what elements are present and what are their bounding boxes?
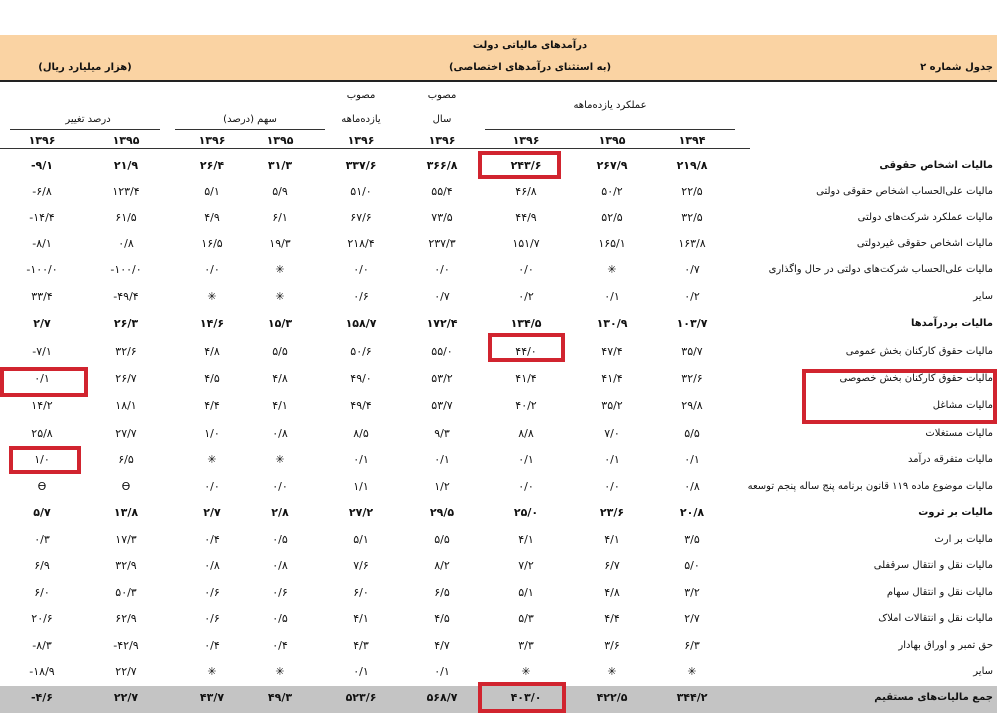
- table-cell: ۵/۳: [518, 612, 534, 625]
- table-cell: -۴۲/۹: [113, 639, 139, 652]
- row-label: مالیات اشخاص حقوقی غیردولتی: [856, 238, 993, 249]
- table-cell: -۱۰۰/۰: [110, 263, 142, 276]
- table-cell: ۳/۳: [518, 639, 534, 652]
- table-cell: ۲/۸: [271, 506, 289, 519]
- table-cell: ۵/۱: [518, 586, 534, 599]
- table-cell: ۵۰/۳: [115, 586, 137, 599]
- table-cell: ۳۳۷/۶: [345, 159, 377, 172]
- table-cell: ۲۷/۲: [348, 506, 374, 519]
- table-cell: ۹/۳: [434, 427, 450, 440]
- table-cell: ۰/۰: [518, 263, 534, 276]
- table-cell: ۰/۸: [684, 480, 700, 493]
- year-header: ۱۳۹۴: [678, 134, 706, 147]
- row-label: مالیات حقوق کارکنان بخش خصوصی: [839, 373, 993, 384]
- table-cell: ۲۲/۵: [681, 185, 703, 198]
- group-share-header: سهم (درصد): [223, 114, 277, 125]
- table-cell: ۶۷/۶: [350, 211, 372, 224]
- row-label: حق تمبر و اوراق بهادار: [898, 640, 993, 651]
- table-cell: ۶/۵: [118, 453, 134, 466]
- table-cell: ۲۶/۴: [199, 159, 225, 172]
- table-cell: ۰/۸: [272, 427, 288, 440]
- table-cell: ۲۰/۸: [679, 506, 705, 519]
- table-cell: ۳۶۶/۸: [426, 159, 458, 172]
- table-cell: ۱/۲: [434, 480, 450, 493]
- table-cell: ۰/۷: [434, 290, 450, 303]
- table-cell: ۲۶/۷: [115, 372, 137, 385]
- table-cell: ۱۶۵/۱: [598, 237, 626, 250]
- table-cell: ۰/۳: [34, 533, 50, 546]
- row-label: مالیات حقوق کارکنان بخش عمومی: [845, 346, 993, 357]
- table-cell: ۴/۸: [272, 372, 288, 385]
- row-label: مالیات بر ارث: [934, 534, 993, 545]
- table-cell: ۱/۰: [204, 427, 220, 440]
- table-cell: -۴۹/۴: [113, 290, 139, 303]
- table-cell: ۱۷/۳: [115, 533, 137, 546]
- table-cell: ۰/۷: [684, 263, 700, 276]
- row-label: مالیات بر ثروت: [918, 507, 993, 518]
- table-cell: ۶/۹: [34, 559, 50, 572]
- table-cell: -۷/۱: [32, 345, 52, 358]
- table-cell: ۵۲/۵: [601, 211, 623, 224]
- table-cell: ۴/۱: [518, 533, 534, 546]
- row-label: مالیات علی‌الحساب شرکت‌های دولتی در حال واگذاری: [768, 264, 993, 275]
- table-cell: ۴۴/۰: [515, 345, 537, 358]
- year-header: ۱۳۹۵: [112, 134, 140, 147]
- table-cell: -۹/۱: [30, 159, 54, 172]
- table-cell: ۴/۹: [204, 211, 220, 224]
- row-label: مالیات موضوع ماده ۱۱۹ قانون برنامه پنج ساله پنجم توسعه: [747, 481, 993, 492]
- table-cell: ۴/۷: [434, 639, 450, 652]
- table-cell: ۲۹/۸: [681, 399, 703, 412]
- table-cell: ۸/۵: [353, 427, 369, 440]
- table-cell: ۷/۶: [353, 559, 369, 572]
- table-cell: ۱۴/۲: [31, 399, 53, 412]
- table-cell: ۰/۱: [434, 453, 450, 466]
- table-cell: ۷/۲: [518, 559, 534, 572]
- group-share-rule: [175, 129, 325, 130]
- table-cell: ۴/۳: [353, 639, 369, 652]
- table-cell: ۰/۶: [204, 586, 220, 599]
- table-cell: ϴ: [37, 480, 47, 493]
- table-number: جدول شماره ۲: [920, 62, 993, 73]
- table-cell: ۱۵/۳: [267, 317, 293, 330]
- table-cell: ۵۵/۰: [431, 345, 453, 358]
- table-cell: ۱۶۳/۸: [678, 237, 706, 250]
- table-cell: ۴۱/۴: [601, 372, 623, 385]
- table-cell: ۵/۱: [353, 533, 369, 546]
- row-label: مالیات بردرآمدها: [910, 318, 993, 329]
- table-cell: ۳۳/۴: [31, 290, 53, 303]
- approved-11m-header-bottom: یازده‌ماهه: [341, 114, 381, 125]
- table-cell: ۴/۸: [204, 345, 220, 358]
- table-cell: ۰/۲: [684, 290, 700, 303]
- table-cell: ۱۵۸/۷: [345, 317, 377, 330]
- table-title: درآمدهای مالیاتی دولت: [472, 40, 588, 51]
- table-cell: ϴ: [121, 480, 131, 493]
- table-cell: ۵۰/۶: [350, 345, 372, 358]
- table-cell: ✳: [275, 665, 285, 678]
- table-cell: ۳۲/۹: [115, 559, 137, 572]
- highlight-box: [488, 333, 565, 362]
- table-cell: ۱/۱: [353, 480, 369, 493]
- table-cell: ۸/۸: [518, 427, 534, 440]
- table-cell: ۲۲/۷: [113, 691, 139, 704]
- table-cell: ۴۴/۹: [515, 211, 537, 224]
- row-label: سایر: [973, 291, 993, 302]
- table-subtitle: (به استثنای درآمدهای اختصاصی): [448, 62, 612, 73]
- table-cell: ۱۷۲/۴: [426, 317, 458, 330]
- table-cell: ۸/۲: [434, 559, 450, 572]
- row-label: مالیات اشخاص حقوقی: [879, 160, 993, 171]
- table-cell: ۳۲/۶: [115, 345, 137, 358]
- table-cell: ۰/۰: [518, 480, 534, 493]
- table-cell: ۰/۱: [34, 372, 50, 385]
- table-cell: ۰/۸: [272, 559, 288, 572]
- table-cell: ✳: [275, 263, 285, 276]
- year-header: ۱۳۹۶: [428, 134, 456, 147]
- table-cell: ۳۴۴/۲: [676, 691, 708, 704]
- table-cell: ۶/۰: [353, 586, 369, 599]
- row-label: مالیات نقل و انتقال سهام: [886, 587, 993, 598]
- highlight-box: [478, 151, 561, 179]
- row-label: سایر: [973, 666, 993, 677]
- table-cell: ✳: [207, 290, 217, 303]
- table-cell: ۳۱/۳: [267, 159, 293, 172]
- table-cell: ۳۵/۷: [681, 345, 703, 358]
- table-cell: ۰/۱: [604, 453, 620, 466]
- table-cell: ۰/۱: [353, 665, 369, 678]
- table-cell: ۱۴/۶: [199, 317, 225, 330]
- table-cell: ۵۰/۲: [601, 185, 623, 198]
- group-change-header: درصد تغییر: [65, 114, 111, 125]
- table-cell: ۴/۴: [204, 399, 220, 412]
- table-cell: ۲۶/۳: [113, 317, 139, 330]
- highlight-box: [0, 367, 88, 397]
- table-cell: ۵/۱: [204, 185, 220, 198]
- table-cell: ۲۵/۸: [31, 427, 53, 440]
- table-cell: ۷۳/۵: [431, 211, 453, 224]
- table-cell: ۲۹/۵: [429, 506, 455, 519]
- table-cell: ۶۲/۹: [115, 612, 137, 625]
- table-cell: -۴/۶: [30, 691, 54, 704]
- table-cell: ۰/۲: [518, 290, 534, 303]
- table-cell: ۵/۷: [33, 506, 51, 519]
- table-cell: ✳: [687, 665, 697, 678]
- table-cell: -۱۰۰/۰: [26, 263, 58, 276]
- highlight-box: [478, 682, 566, 713]
- table-cell: ۴/۵: [204, 372, 220, 385]
- approved-11m-header-top: مصوب: [346, 90, 376, 101]
- table-cell: ۴/۴: [604, 612, 620, 625]
- table-cell: ۳/۵: [684, 533, 700, 546]
- table-cell: ۱۳/۸: [113, 506, 139, 519]
- row-label: مالیات مشاغل: [932, 400, 993, 411]
- table-cell: -۸/۱: [32, 237, 52, 250]
- table-cell: ۵۲۳/۶: [345, 691, 377, 704]
- table-cell: ۴۲۲/۵: [596, 691, 628, 704]
- table-cell: ✳: [607, 263, 617, 276]
- table-cell: ۴۱/۴: [515, 372, 537, 385]
- table-cell: ۰/۰: [353, 263, 369, 276]
- table-cell: ۶/۳: [684, 639, 700, 652]
- table-cell: ۳/۶: [604, 639, 620, 652]
- table-cell: ۴۰۳/۰: [510, 691, 542, 704]
- table-cell: ۴/۱: [272, 399, 288, 412]
- table-cell: ✳: [275, 290, 285, 303]
- table-cell: ۰/۸: [118, 237, 134, 250]
- table-cell: ۶/۰: [34, 586, 50, 599]
- table-cell: ۴۹/۰: [350, 372, 372, 385]
- table-cell: ۰/۱: [518, 453, 534, 466]
- table-cell: ۰/۶: [353, 290, 369, 303]
- table-cell: ۴/۱: [604, 533, 620, 546]
- table-cell: ۲۰/۶: [31, 612, 53, 625]
- table-cell: -۱۴/۴: [29, 211, 55, 224]
- table-cell: ۶/۷: [604, 559, 620, 572]
- table-cell: ۲۳۷/۳: [428, 237, 456, 250]
- table-cell: ۵/۵: [272, 345, 288, 358]
- table-cell: ۵۵/۴: [431, 185, 453, 198]
- table-cell: ۰/۶: [204, 612, 220, 625]
- row-label: مالیات عملکرد شرکت‌های دولتی: [857, 212, 993, 223]
- table-cell: ۲۱۹/۸: [676, 159, 708, 172]
- table-cell: ۴۹/۳: [267, 691, 293, 704]
- table-cell: ۱/۰: [34, 453, 50, 466]
- table-cell: ۰/۰: [204, 263, 220, 276]
- table-cell: ۵/۵: [434, 533, 450, 546]
- table-cell: ۰/۰: [604, 480, 620, 493]
- table-cell: ۲/۷: [33, 317, 51, 330]
- unit-label: (هزار میلیارد ریال): [38, 62, 132, 73]
- table-cell: -۶/۸: [32, 185, 52, 198]
- table-cell: ۵/۰: [684, 559, 700, 572]
- row-label: جمع مالیات‌های مستقیم: [874, 692, 993, 703]
- row-label: مالیات مستغلات: [925, 428, 993, 439]
- table-cell: ۳۲/۶: [681, 372, 703, 385]
- table-cell: ۷/۰: [604, 427, 620, 440]
- table-cell: ✳: [207, 453, 217, 466]
- table-cell: ✳: [275, 453, 285, 466]
- table-cell: ۲۵/۰: [513, 506, 539, 519]
- table-cell: ۰/۱: [604, 290, 620, 303]
- table-cell: ۰/۵: [272, 612, 288, 625]
- table-cell: ۵۳/۷: [431, 399, 453, 412]
- table-cell: ۱۸/۱: [115, 399, 137, 412]
- table-cell: ۴۹/۴: [350, 399, 372, 412]
- table-cell: ۵/۵: [684, 427, 700, 440]
- table-cell: ۱۲۳/۴: [112, 185, 140, 198]
- approved-year-header-bottom: سال: [432, 114, 452, 125]
- table-cell: ۵۱/۰: [350, 185, 372, 198]
- year-header: ۱۳۹۵: [598, 134, 626, 147]
- approved-year-header-top: مصوب: [427, 90, 457, 101]
- table-cell: ۳۲/۵: [681, 211, 703, 224]
- table-cell: ۵۶۸/۷: [426, 691, 458, 704]
- table-cell: ۵/۹: [272, 185, 288, 198]
- table-cell: ۳/۲: [684, 586, 700, 599]
- table-cell: ۲۴۳/۶: [510, 159, 542, 172]
- table-cell: ۱۹/۳: [269, 237, 291, 250]
- table-cell: ۴۳/۷: [199, 691, 225, 704]
- table-cell: ۰/۶: [272, 586, 288, 599]
- table-cell: ۰/۰: [272, 480, 288, 493]
- row-label: مالیات نقل و انتقالات املاک: [878, 613, 993, 624]
- table-cell: ۴/۱: [353, 612, 369, 625]
- header-divider: [0, 80, 997, 82]
- table-cell: ۰/۰: [204, 480, 220, 493]
- table-cell: ۴۶/۸: [515, 185, 537, 198]
- group-actual-rule: [485, 129, 735, 130]
- table-cell: ۲/۷: [684, 612, 700, 625]
- table-cell: ۰/۰: [434, 263, 450, 276]
- row-label: مالیات نقل و انتقال سرقفلی: [873, 560, 993, 571]
- table-cell: ۰/۴: [272, 639, 288, 652]
- group-change-rule: [10, 129, 160, 130]
- table-cell: -۱۸/۹: [29, 665, 55, 678]
- table-cell: ۱۶/۵: [201, 237, 223, 250]
- year-header: ۱۳۹۶: [198, 134, 226, 147]
- table-cell: ۰/۴: [204, 533, 220, 546]
- table-cell: ۶/۱: [272, 211, 288, 224]
- table-cell: ۵۳/۲: [431, 372, 453, 385]
- table-cell: ۱۳۰/۹: [596, 317, 628, 330]
- table-cell: ۲۲/۷: [115, 665, 137, 678]
- table-cell: ۳۵/۲: [601, 399, 623, 412]
- table-cell: ✳: [521, 665, 531, 678]
- table-cell: ۴/۸: [604, 586, 620, 599]
- table-cell: ۱۳۴/۵: [510, 317, 542, 330]
- table-cell: ۰/۱: [684, 453, 700, 466]
- row-label: مالیات علی‌الحساب اشخاص حقوقی دولتی: [816, 186, 993, 197]
- year-header: ۱۳۹۶: [512, 134, 540, 147]
- table-cell: ۲۱/۹: [113, 159, 139, 172]
- table-cell: ۰/۴: [204, 639, 220, 652]
- table-cell: ۲۳/۶: [599, 506, 625, 519]
- table-cell: ۴/۵: [434, 612, 450, 625]
- table-cell: ۰/۱: [353, 453, 369, 466]
- year-header: ۱۳۹۶: [28, 134, 56, 147]
- year-header: ۱۳۹۵: [266, 134, 294, 147]
- table-cell: ۱۵۱/۷: [512, 237, 540, 250]
- table-cell: ۶۱/۵: [115, 211, 137, 224]
- table-cell: ✳: [207, 665, 217, 678]
- table-cell: ۲۶۷/۹: [596, 159, 628, 172]
- table-cell: ۰/۵: [272, 533, 288, 546]
- highlight-box: [9, 446, 81, 474]
- year-header: ۱۳۹۶: [347, 134, 375, 147]
- year-header-rule: [0, 148, 750, 149]
- table-cell: ۰/۱: [434, 665, 450, 678]
- table-cell: ۶/۵: [434, 586, 450, 599]
- group-actual-header: عملکرد یازده‌ماهه: [573, 100, 647, 111]
- table-cell: ۲/۷: [203, 506, 221, 519]
- table-cell: ۴۷/۴: [601, 345, 623, 358]
- table-cell: ۱۰۳/۷: [676, 317, 708, 330]
- table-cell: ۲۷/۷: [115, 427, 137, 440]
- row-label: مالیات متفرقه درآمد: [907, 454, 993, 465]
- table-cell: ۴۰/۲: [515, 399, 537, 412]
- table-cell: -۸/۳: [32, 639, 52, 652]
- table-cell: ۲۱۸/۴: [347, 237, 375, 250]
- table-cell: ۰/۸: [204, 559, 220, 572]
- highlight-box: [802, 369, 997, 424]
- table-cell: ✳: [607, 665, 617, 678]
